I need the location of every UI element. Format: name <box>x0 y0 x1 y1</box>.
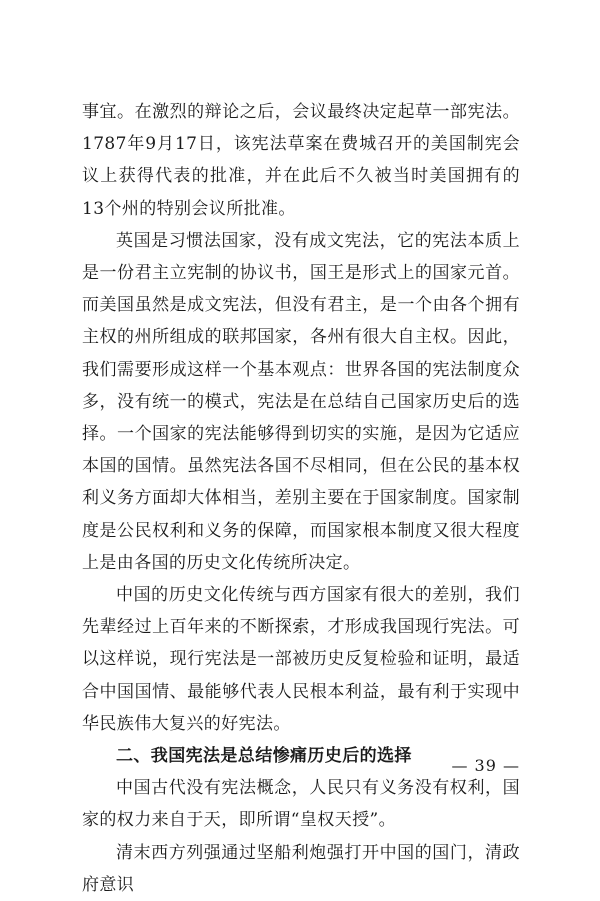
page-number: — 39 — <box>451 756 520 775</box>
paragraph-5: 清末西方列强通过坚船利炮强打开中国的国门，清政府意识 <box>82 842 520 895</box>
section-heading: 二、我国宪法是总结惨痛历史后的选择 <box>116 746 412 767</box>
paragraph-4: 中国古代没有宪法概念，人民只有义务没有权利，国家的权力来自于天，即所谓“皇权天授”。 <box>82 778 520 831</box>
paragraph-1: 事宜。在激烈的辩论之后，会议最终决定起草一部宪法。1787年9月17日，该宪法草案在费城召开的美国制宪会议上获得代表的批准，并在此后不久被当时美国拥有的13个州的特别会议所批准。 <box>82 102 520 219</box>
paragraph-2: 英国是习惯法国家，没有成文宪法，它的宪法本质上是一份君主立宪制的协议书，国王是形式上的国家元首。而美国虽然是成文宪法，但没有君主，是一个由各个拥有主权的州所组成的联邦国家，各州有很大自主权。因此，我们需要形成这样一个基本观点：世界各国的宪法制度众多，没有统一的模式，宪法是在总结自己国家历史后的选择。一个国家的宪法能够得到切实的实施，是因为它适应本国的国情。虽然宪法各国不尽相同，但在公民的基本权利义务方面却大体相当，差别主要在于国家制度。国家制度是公民权利和义务的保障，而国家根本制度又很大程度上是由各国的历史文化传统所决定。 <box>82 230 520 573</box>
document-body <box>82 96 520 901</box>
paragraph-3: 中国的历史文化传统与西方国家有很大的差别，我们先辈经过上百年来的不断探索，才形成我国现行宪法。可以这样说，现行宪法是一部被历史反复检验和证明，最适合中国国情、最能够代表人民根本利益，最有利于实现中华民族伟大复兴的好宪法。 <box>82 585 520 734</box>
